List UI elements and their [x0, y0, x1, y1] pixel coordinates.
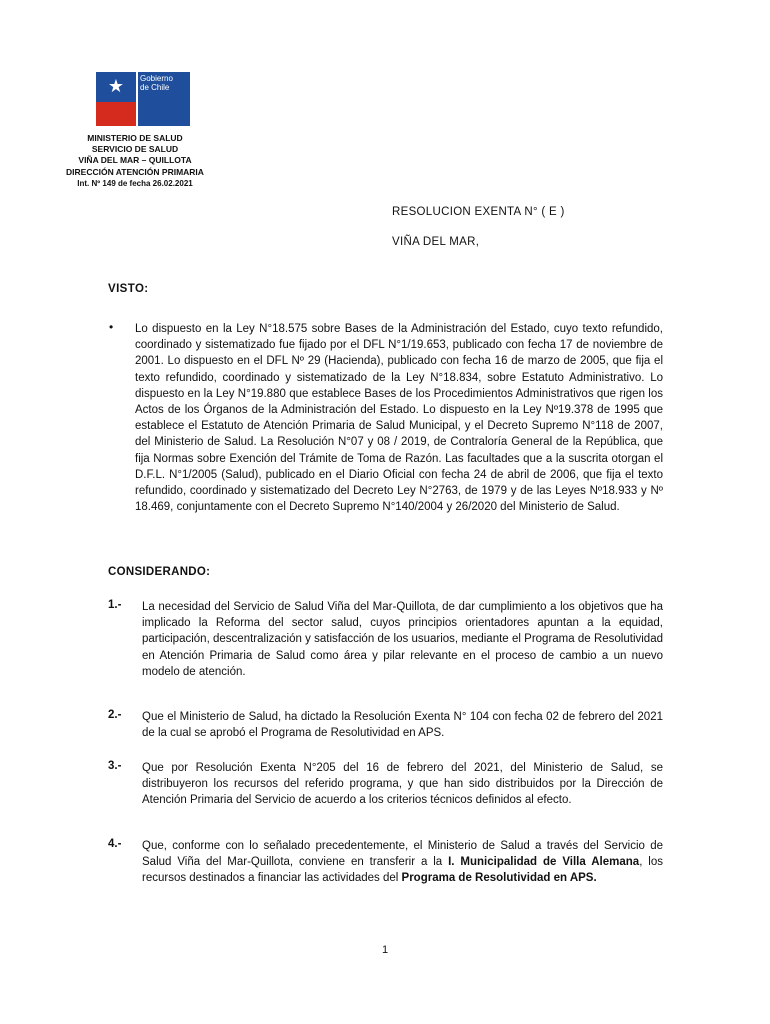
logo-wordmark: Gobierno de Chile: [138, 72, 190, 126]
ministry-name: MINISTERIO DE SALUD: [87, 133, 183, 143]
direction-name: DIRECCIÓN ATENCIÓN PRIMARIA: [66, 166, 204, 177]
considerando-item-text: Que, conforme con lo señalado precedentemente, el Ministerio de Salud a través del Servicio de Salud Viña del Mar-Quillota, conviene en transferir a la I. Municipalidad de Villa Alemana, los recursos destinados a financiar las actividades del Programa de Resolutividad en APS.: [142, 840, 663, 885]
item-number: 4.-: [108, 838, 122, 850]
gobierno-de-chile-logo: [96, 72, 190, 126]
program-name: Programa de Resolutividad en APS.: [401, 872, 597, 885]
resolution-city: VIÑA DEL MAR,: [392, 236, 480, 248]
star-icon: ★: [107, 76, 125, 96]
municipality-name: I. Municipalidad de Villa Alemana: [448, 856, 640, 869]
item-number: 3.-: [108, 760, 122, 772]
visto-heading: VISTO:: [108, 283, 149, 295]
resolution-title: RESOLUCION EXENTA N° ( E ): [392, 206, 565, 218]
page-number: 1: [381, 944, 389, 956]
bullet-icon: •: [109, 320, 114, 334]
item-number: 2.-: [108, 709, 122, 721]
ministry-header: [40, 133, 230, 189]
considerando-heading: CONSIDERANDO:: [108, 566, 211, 578]
service-name: SERVICIO DE SALUD: [91, 144, 179, 155]
region-name: VIÑA DEL MAR – QUILLOTA: [78, 155, 192, 166]
considerando-item-text: La necesidad del Servicio de Salud Viña del Mar-Quillota, de dar cumplimiento a los objetivos que ha implicado la Reforma del sector salud, cuyos principios orientadores apuntan a la equidad, participación, descentralización y satisfacción de los usuarios, mediante el Programa de Resolutividad en Atención Primaria de Salud como área y pilar relevante en el proceso de cambio a un nuevo modelo de atención.: [142, 601, 663, 678]
considerando-item-text: Que el Ministerio de Salud, ha dictado la Resolución Exenta N° 104 con fecha 02 de febrero del 2021 de la cual se aprobó el Programa de Resolutividad en APS.: [142, 711, 663, 740]
chile-flag-emblem: [96, 72, 136, 126]
visto-paragraph: Lo dispuesto en la Ley N°18.575 sobre Bases de la Administración del Estado, cuyo texto refundido, coordinado y sistematizado fue fijado por el DFL N°1/19.653, publicado con fecha 17 de noviembre de 2001. Lo dispuesto en el DFL Nº 29 (Hacienda), publicado con fecha 16 de marzo de 2005, que fija el texto refundido, coordinado y sistematizado de la Ley N°18.834, sobre Estatuto Administrativo. Lo dispuesto en la Ley N°19.880 que establece Bases de los Procedimientos Administrativos que rigen los Actos de los Órganos de la Administración del Estado. Lo dispuesto en la Ley Nº19.378 de 1995 que establece el Estatuto de Atención Primaria de Salud Municipal, y el Decreto Supremo N°118 de 2007, del Ministerio de Salud. La Resolución N°07 y 08 / 2019, de Contraloría General de la República, que fija Normas sobre Exención del Trámite de Toma de Razón. Las facultades que a la suscrita otorgan el D.F.L. N°1/2005 (Salud), publicado en el Diario Oficial con fecha 24 de abril de 2006, que fija el texto refundido, coordinado y sistematizado del Decreto Ley N°2763, de 1979 y de las Leyes Nº18.933 y Nº 18.469, conjuntamente con el Decreto Supremo N°140/2004 y 26/2020 del Ministerio de Salud.: [135, 323, 663, 514]
considerando-item-text: Que por Resolución Exenta N°205 del 16 de febrero del 2021, del Ministerio de Salud, se distribuyeron los recursos del referido programa, y que han sido distribuidos por la Dirección de Atención Primaria del Servicio de acuerdo a los criterios técnicos definidos al efecto.: [142, 762, 663, 807]
internal-reference: Int. Nº 149 de fecha 26.02.2021: [77, 178, 193, 188]
item-number: 1.-: [108, 599, 122, 611]
